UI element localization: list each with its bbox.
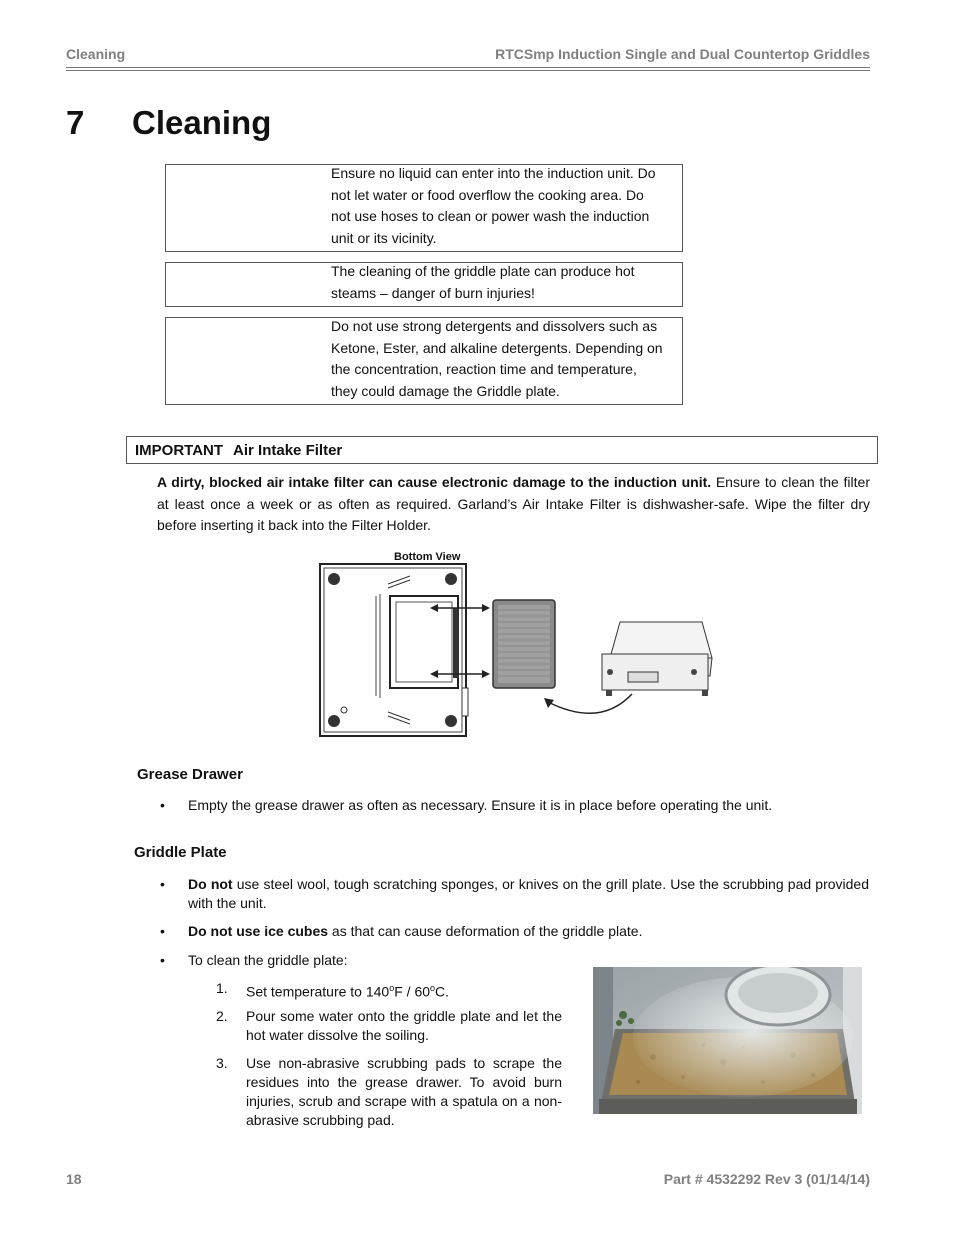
important-heading-box: [126, 436, 878, 464]
important-label: IMPORTANT: [135, 442, 224, 459]
list-item-body: use steel wool, tough scratching sponges, or knives on the grill plate. Use the scrubbing pad provided with the unit.: [188, 876, 869, 911]
griddle-cleaning-photo-svg: [593, 967, 862, 1114]
warning-line: the concentration, reaction time and temperature,: [331, 361, 637, 377]
warning-line: unit or its vicinity.: [331, 229, 437, 246]
air-filter-diagram: [310, 548, 730, 740]
header-rule: [66, 67, 870, 68]
griddle-plate-heading: Griddle Plate: [134, 844, 227, 861]
list-item-body: as that can cause deformation of the griddle plate.: [328, 923, 643, 939]
bullet-icon: •: [160, 923, 165, 939]
degree-superscript: o: [430, 983, 436, 993]
step-text-part: F / 60: [394, 983, 431, 1000]
part-number: Part # 4532292 Rev 3 (01/14/14): [663, 1171, 870, 1187]
warning-line: The cleaning of the griddle plate can produce hot: [331, 263, 635, 279]
bullet-icon: •: [160, 876, 165, 892]
step-number: 1.: [216, 980, 228, 996]
list-item-text: [188, 922, 869, 941]
warning-text: [331, 261, 681, 304]
list-item-text: Empty the grease drawer as often as necessary. Ensure it is in place before operating the unit.: [188, 797, 773, 813]
warning-line: Ensure no liquid can enter into the induction unit. Do: [331, 165, 656, 181]
warning-text: [331, 316, 681, 402]
emphasis: Do not: [188, 876, 233, 892]
step-text-part: C.: [435, 983, 450, 1000]
list-item-text: [188, 875, 869, 913]
step-number: 3.: [216, 1055, 228, 1071]
warning-line: not use hoses to clean or power wash the induction: [331, 208, 650, 224]
emphasis: Do not use ice cubes: [188, 923, 329, 939]
bullet-icon: •: [160, 952, 165, 968]
warning-text: [331, 163, 681, 249]
air-filter-instructions: Ensure to clean the filter at least once a week or as often as required. Garland’s Air Intake Filter is dishwasher-safe. Wipe the filter dry before inserting it back into the Filter Holder.: [157, 474, 870, 533]
step-text: [246, 979, 562, 1002]
step-number: 2.: [216, 1008, 228, 1024]
list-item-text: To clean the griddle plate:: [188, 952, 348, 968]
step-text: Use non-abrasive scrubbing pads to scrape the residues into the grease drawer. To avoid burn injuries, scrub and scrape with a spatula on a non-abrasive scrubbing pad.: [246, 1055, 562, 1128]
griddle-cleaning-photo: [593, 967, 862, 1114]
warning-line: they could damage the Griddle plate.: [331, 382, 560, 399]
warning-line: Do not use strong detergents and dissolvers such as: [331, 318, 658, 334]
air-filter-diagram-svg: [310, 548, 730, 740]
running-header-title: RTCSmp Induction Single and Dual Countertop Griddles: [495, 46, 870, 62]
warning-line: Ketone, Ester, and alkaline detergents. Depending on: [331, 339, 663, 356]
air-filter-warning-bold: A dirty, blocked air intake filter can cause electronic damage to the induction unit.: [157, 474, 712, 490]
bullet-icon: •: [160, 797, 165, 813]
diagram-caption: Bottom View: [394, 551, 461, 563]
running-header-section: Cleaning: [66, 46, 126, 62]
step-text-part: Set temperature to 140: [246, 983, 390, 1000]
air-filter-paragraph: [157, 472, 870, 537]
grease-drawer-heading: Grease Drawer: [137, 766, 243, 783]
chapter-number: 7: [66, 104, 85, 141]
step-text: Pour some water onto the griddle plate and let the hot water dissolve the soiling.: [246, 1008, 562, 1043]
warning-line: not let water or food overflow the cooking area. Do: [331, 186, 644, 203]
chapter-title: Cleaning: [132, 104, 272, 141]
degree-superscript: o: [389, 983, 395, 993]
warning-line: steams – danger of burn injuries!: [331, 284, 535, 301]
important-title: Air Intake Filter: [233, 442, 343, 459]
page-number: 18: [66, 1171, 82, 1187]
header-rule: [66, 70, 870, 71]
